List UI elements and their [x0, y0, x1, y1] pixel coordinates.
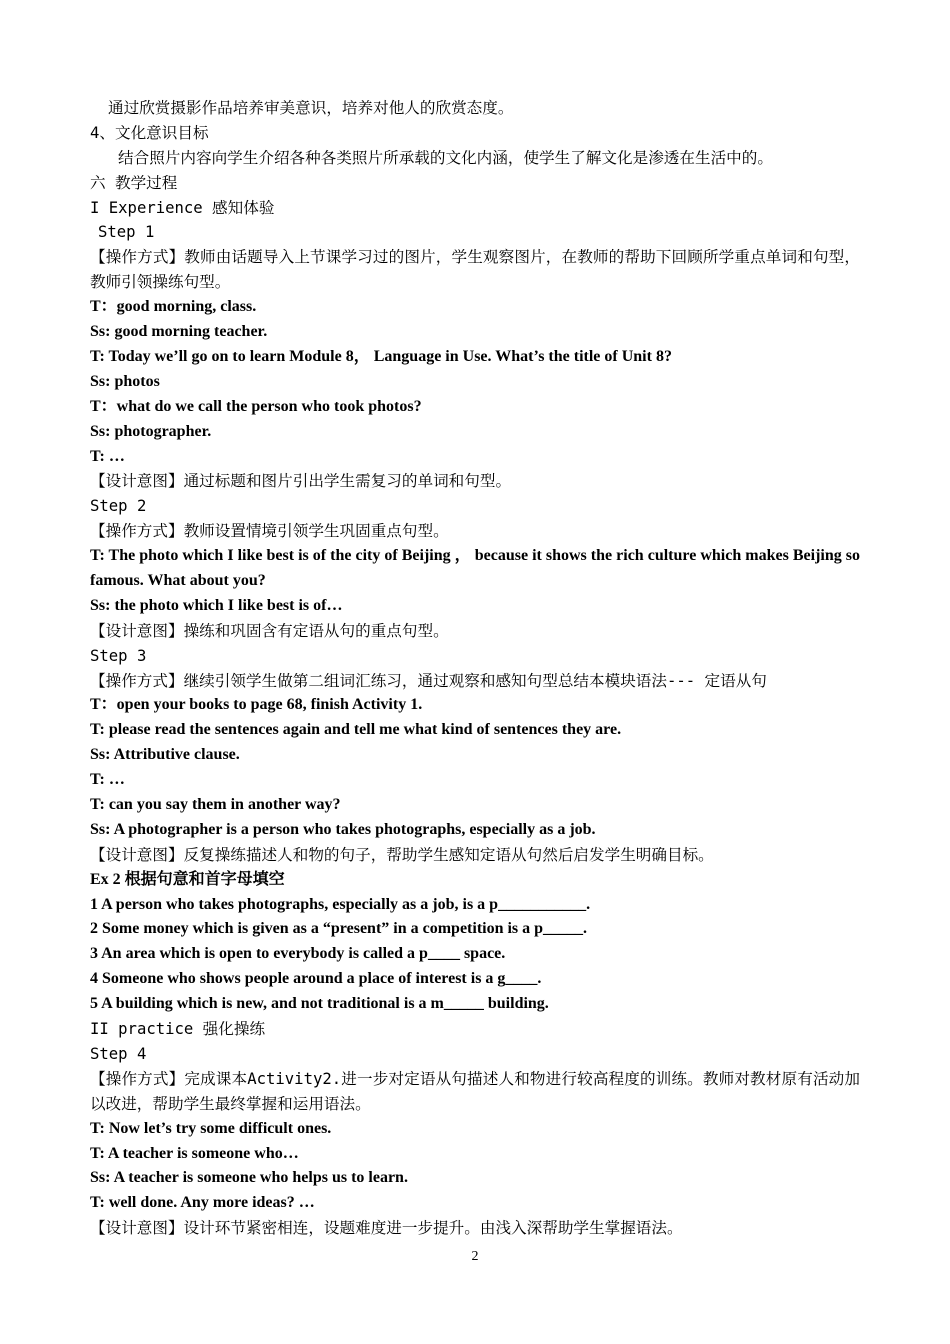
exercise-2-heading: Ex 2 根据句意和首字母填空 [90, 870, 285, 888]
dialogue-line: T: Now let’s try some difficult ones. [90, 1119, 332, 1137]
dialogue-line: T: can you say them in another way? [90, 796, 341, 813]
part-heading-practice: II practice 强化操练 [90, 1020, 266, 1039]
exercise-item: 4 Someone who shows people around a place of interest is a g____. [90, 970, 542, 988]
step-1-design-intent: 【设计意图】通过标题和图片引出学生需复习的单词和句型。 [90, 472, 512, 491]
document-body [90, 96, 860, 1241]
part-heading-experience: I Experience 感知体验 [90, 198, 275, 217]
dialogue-line: Ss: Attributive clause. [90, 746, 240, 764]
page-number: 2 [471, 1249, 479, 1264]
step-1-heading: Step 1 [98, 223, 155, 242]
exercise-item: 2 Some money which is given as a “present” in a competition is a p_____. [90, 920, 588, 938]
exercise-item: 5 A building which is new, and not traditional is a m_____ building. [90, 995, 549, 1013]
dialogue-line: T: A teacher is someone who… [90, 1144, 299, 1162]
step-3-heading: Step 3 [90, 646, 147, 665]
culture-goal-heading: 4、文化意识目标 [90, 123, 209, 142]
dialogue-line: Ss: A photographer is a person who takes photographs, especially as a job. [90, 820, 596, 838]
dialogue-line: T：good morning, class. [90, 298, 257, 316]
dialogue-line: Ss: photographer. [90, 422, 212, 440]
dialogue-line: T: … [90, 447, 125, 465]
dialogue-line: Ss: photos [90, 372, 160, 390]
dialogue-line: Ss: the photo which I like best is of… [90, 596, 343, 614]
step-1-operation: 【操作方式】教师由话题导入上节课学习过的图片，学生观察图片，在教师的帮助下回顾所学重点单词和句型，教师引领操练句型。 [90, 248, 860, 292]
dialogue-line: Ss: A teacher is someone who helps us to learn. [90, 1169, 408, 1187]
exercise-item: 1 A person who takes photographs, especially as a job, is a p___________. [90, 895, 591, 913]
dialogue-line: T: The photo which I like best is of the city of Beijing ， because it shows the rich culture which makes Beijing so famous. What about you? [90, 547, 860, 589]
dialogue-line: T: well done. Any more ideas? … [90, 1194, 315, 1212]
step-2-heading: Step 2 [90, 497, 147, 516]
step-4-design-intent: 【设计意图】设计环节紧密相连，设题难度进一步提升。由浅入深帮助学生掌握语法。 [90, 1219, 683, 1238]
dialogue-line: T：what do we call the person who took photos? [90, 397, 422, 415]
culture-goal-text: 结合照片内容向学生介绍各种各类照片所承载的文化内涵，使学生了解文化是渗透在生活中的。 [118, 148, 773, 167]
dialogue-line: T: … [90, 771, 125, 789]
step-4-operation: 【操作方式】完成课本Activity2.进一步对定语从句描述人和物进行较高程度的训练。教师对教材原有活动加以改进，帮助学生最终掌握和运用语法。 [90, 1069, 860, 1113]
dialogue-line: Ss: good morning teacher. [90, 323, 268, 341]
step-2-design-intent: 【设计意图】操练和巩固含有定语从句的重点句型。 [90, 621, 449, 640]
dialogue-line: T: please read the sentences again and tell me what kind of sentences they are. [90, 721, 622, 739]
exercise-item: 3 An area which is open to everybody is called a p____ space. [90, 945, 506, 963]
section-heading-teaching-process: 六 教学过程 [90, 173, 178, 192]
dialogue-line: T：open your books to page 68, finish Activity 1. [90, 696, 423, 714]
aesthetic-goal-text: 通过欣赏摄影作品培养审美意识，培养对他人的欣赏态度。 [108, 99, 514, 117]
dialogue-line: T: Today we’ll go on to learn Module 8， Language in Use. What’s the title of Unit 8? [90, 347, 672, 365]
step-2-operation: 【操作方式】教师设置情境引领学生巩固重点句型。 [90, 522, 449, 541]
step-3-design-intent: 【设计意图】反复操练描述人和物的句子，帮助学生感知定语从句然后启发学生明确目标。 [90, 845, 714, 864]
step-4-heading: Step 4 [90, 1044, 147, 1063]
step-3-operation: 【操作方式】继续引领学生做第二组词汇练习，通过观察和感知句型总结本模块语法--- 定语从句 [90, 671, 767, 690]
